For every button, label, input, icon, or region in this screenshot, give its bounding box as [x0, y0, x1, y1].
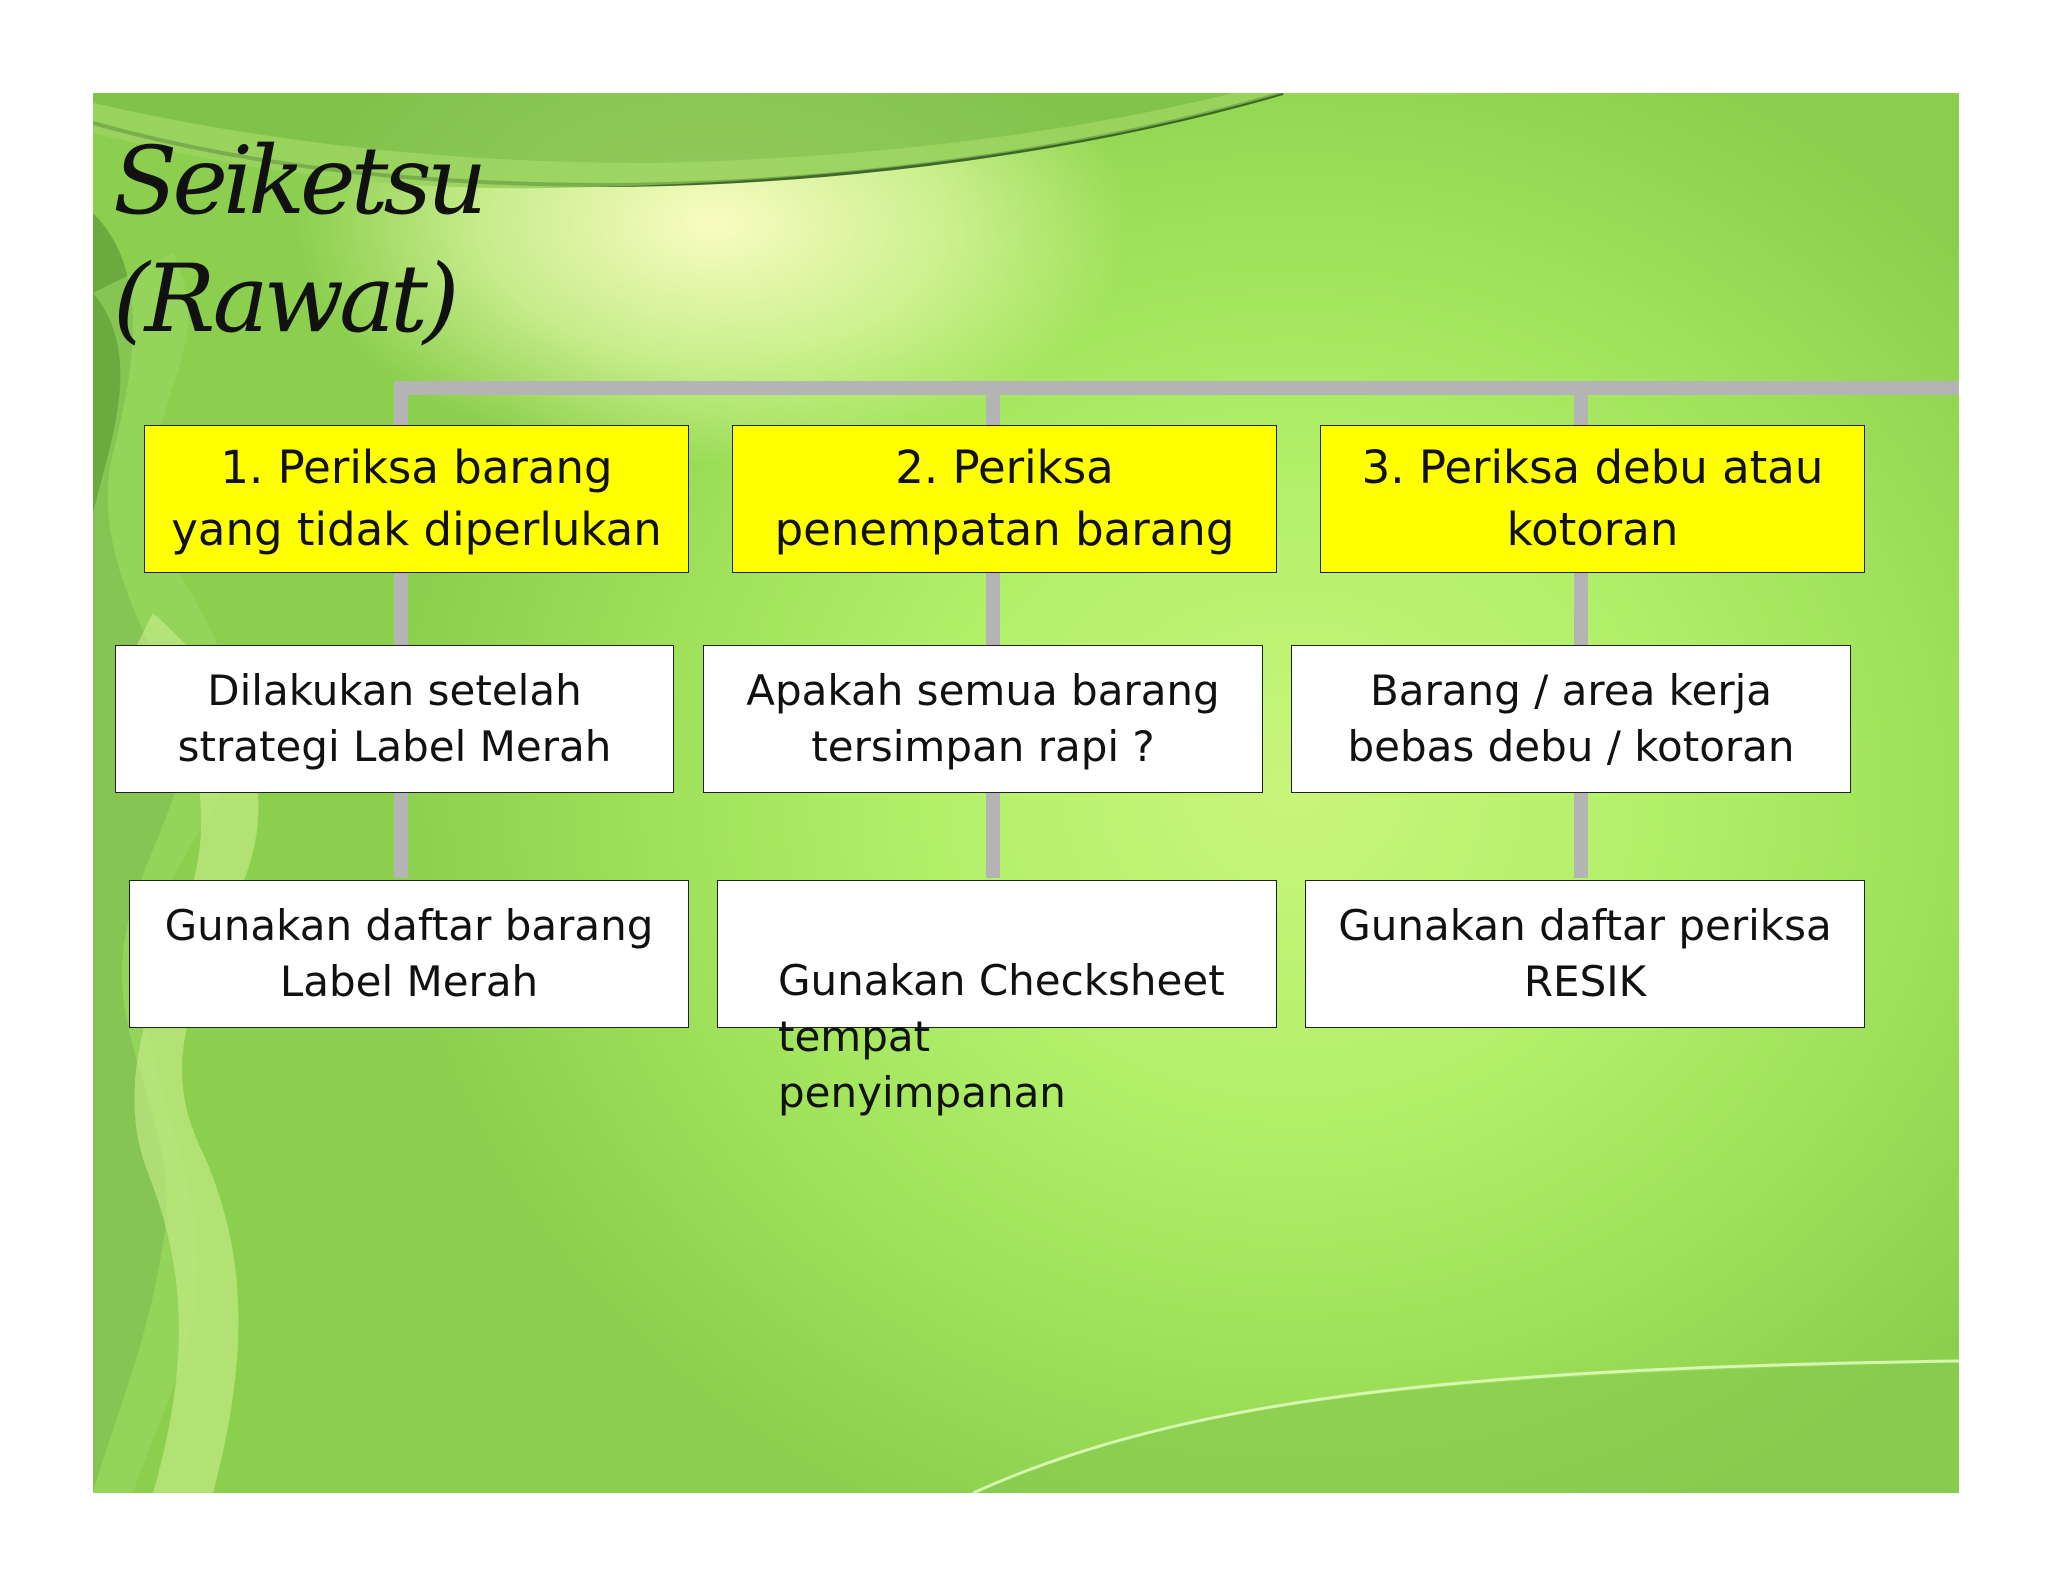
step-text-1-1: Dilakukan setelah strategi Label Merah: [177, 666, 612, 771]
header-text-1: 1. Periksa barang yang tidak diperlukan: [171, 441, 662, 556]
header-box-3: [1320, 425, 1865, 573]
step-text-3-1: Barang / area kerja bebas debu / kotoran: [1347, 666, 1795, 771]
slide: [93, 93, 1959, 1493]
header-text-2: 2. Periksa penempatan barang: [774, 441, 1235, 556]
step-box-2-1: [703, 645, 1263, 793]
title-line-2: (Rawat): [113, 245, 455, 354]
step-box-1-1: [115, 645, 674, 793]
step-text-1-2: Gunakan daftar barang Label Merah: [164, 901, 654, 1006]
step-box-2-2: [717, 880, 1277, 1117]
header-box-2: [732, 425, 1277, 573]
step-box-3-2: [1305, 880, 1865, 1028]
step-box-3-1: [1291, 645, 1851, 793]
title-line-1: Seiketsu: [113, 127, 483, 236]
header-box-1: [144, 425, 689, 573]
connector-lines: [93, 93, 1959, 1493]
step-box-1-2: [129, 880, 689, 1028]
step-text-2-1: Apakah semua barang tersimpan rapi ?: [746, 666, 1220, 771]
step-text-2-2: Gunakan Checksheet tempat penyimpanan: [778, 956, 1225, 1117]
header-text-3: 3. Periksa debu atau kotoran: [1361, 441, 1824, 556]
step-text-3-2: Gunakan daftar periksa RESIK: [1338, 901, 1832, 1006]
